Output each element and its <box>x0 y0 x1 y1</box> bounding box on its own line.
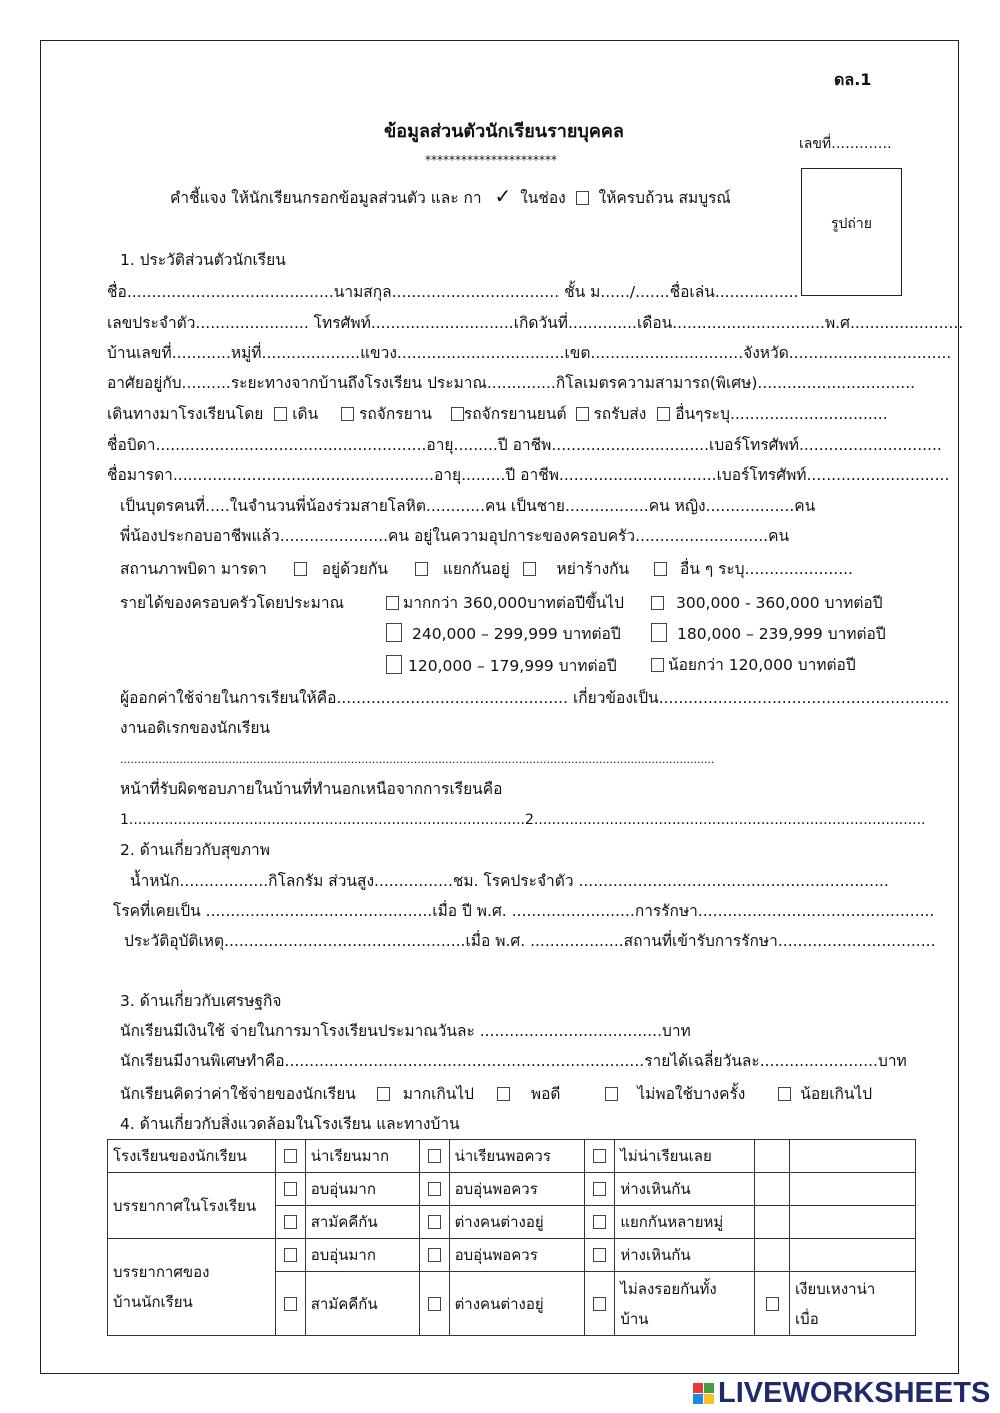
weight-height-line[interactable]: น้ำหนัก..................กิโลกรัม ส่วนสูง................ชม. โรคประจำตัว ............................................................... <box>130 872 889 890</box>
expense-checkbox[interactable] <box>605 1087 618 1101</box>
expense-line: นักเรียนคิดว่าค่าใช้จ่ายของนักเรียน มากเกินไป พอดี ไม่พอใช้บางครั้ง น้อยเกินไป <box>120 1085 873 1103</box>
student-number-field[interactable]: เลขที่…………. <box>799 136 892 152</box>
status-option: อยู่ด้วยกัน <box>321 560 388 578</box>
income-option-checkbox[interactable] <box>386 655 402 674</box>
sample-checkbox-icon <box>576 191 589 205</box>
section-3-heading: 3. ด้านเกี่ยวกับเศรษฐกิจ <box>120 992 282 1010</box>
form-code: ดล.1 <box>834 70 872 89</box>
payer-line[interactable]: ผู้ออกค่าใช้จ่ายในการเรียนให้คือ............................................... เกี่ยวข้องเป็น........................................................... <box>120 689 950 707</box>
income-option-1: มากกว่า 360,000บาทต่อปีขึ้นไป <box>386 593 624 613</box>
travel-option: รถจักรยาน <box>359 405 432 423</box>
income-option-checkbox[interactable] <box>651 658 664 672</box>
child-order-line[interactable]: เป็นบุตรคนที่.....ในจำนวนพี่น้องร่วมสายโลหิต............คน เป็นชาย.................คน หญิง..................คน <box>120 497 816 515</box>
status-option: อื่น ๆ ระบุ...................... <box>680 560 853 578</box>
name-line[interactable]: ชื่อ..........................................นามสกุล.................................. ชั้น ม....../.......ชื่อเล่น................. <box>107 283 799 301</box>
table-checkbox[interactable] <box>593 1149 606 1163</box>
travel-bicycle-checkbox[interactable] <box>341 407 354 421</box>
job-line[interactable]: นักเรียนมีงานพิเศษทำคือ.........................................................................รายได้เฉลี่ยวันละ........................บาท <box>120 1052 907 1070</box>
accident-line[interactable]: ประวัติอุบัติเหตุ.................................................เมื่อ พ.ศ. ...................สถานที่เข้ารับการรักษา................................ <box>124 932 936 950</box>
instruction-prefix: คำชี้แจง ให้นักเรียนกรอกข้อมูลส่วนตัว และ กา <box>170 189 482 207</box>
photo-label: รูปถ่าย <box>831 216 872 232</box>
chores-line[interactable]: 1.........................................................................................2........................................................................................ <box>120 812 926 828</box>
address-line[interactable]: บ้านเลขที่............หมู่ที่....................แขวง..................................เขต...............................จังหวัด................................. <box>107 344 952 362</box>
row-label: บรรยากาศในโรงเรียน <box>108 1173 276 1239</box>
living-distance-line[interactable]: อาศัยอยู่กับ..........ระยะทางจากบ้านถึงโรงเรียน ประมาณ..............กิโลเมตรความสามารถ(พิเศษ)................................ <box>107 374 916 392</box>
id-phone-birth-line[interactable]: เลขประจำตัว....................... โทรศัพท์.............................เกิดวันที่..............เดือน...............................พ.ศ....................... <box>107 314 964 332</box>
income-option-6: น้อยกว่า 120,000 บาทต่อปี <box>651 655 856 675</box>
travel-option: รถรับส่ง <box>593 405 647 423</box>
income-option-checkbox[interactable] <box>386 596 399 610</box>
table-checkbox[interactable] <box>284 1182 297 1196</box>
income-option-4: 180,000 – 239,999 บาทต่อปี <box>651 623 886 644</box>
table-row: บรรยากาศในโรงเรียน อบอุ่นมาก อบอุ่นพอควร ห่างเหินกัน <box>108 1173 916 1206</box>
status-divorced-checkbox[interactable] <box>523 562 536 576</box>
table-checkbox[interactable] <box>428 1248 441 1262</box>
income-option-5: 120,000 – 179,999 บาทต่อปี <box>386 655 617 676</box>
row-label: โรงเรียนของนักเรียน <box>108 1140 276 1173</box>
income-option-2: 300,000 - 360,000 บาทต่อปี <box>651 593 883 613</box>
travel-option: อื่นๆระบุ................................ <box>675 405 888 423</box>
row-label: บรรยากาศของ บ้านนักเรียน <box>108 1239 276 1336</box>
instruction-mid: ในช่อง <box>520 189 566 207</box>
instruction-line <box>170 186 731 208</box>
table-checkbox[interactable] <box>593 1182 606 1196</box>
title-stars: ********************** <box>425 153 557 167</box>
table-checkbox[interactable] <box>284 1248 297 1262</box>
environment-table <box>107 1139 916 1336</box>
status-option: แยกกันอยู่ <box>442 560 510 578</box>
table-checkbox[interactable] <box>428 1149 441 1163</box>
photo-box[interactable] <box>801 168 902 296</box>
page-title: ข้อมูลส่วนตัวนักเรียนรายบุคคล <box>384 121 624 142</box>
income-option-3: 240,000 – 299,999 บาทต่อปี <box>386 623 621 644</box>
father-line[interactable]: ชื่อบิดา.......................................................อายุ.........ปี อาชีพ................................เบอร์โทรศัพท์............................. <box>107 436 942 454</box>
instruction-suffix: ให้ครบถ้วน สมบูรณ์ <box>598 189 731 207</box>
mother-line[interactable]: ชื่อมารดา.....................................................อายุ.........ปี อาชีพ................................เบอร์โทรศัพท์............................. <box>107 466 950 484</box>
hobby-line[interactable]: .......................................................................................................................................................................... <box>120 753 715 766</box>
table-checkbox[interactable] <box>284 1149 297 1163</box>
chores-label: หน้าที่รับผิดชอบภายในบ้านที่ทำนอกเหนือจากการเรียนคือ <box>120 780 503 798</box>
liveworksheets-brand: LIVEWORKSHEETS <box>718 1376 991 1409</box>
disease-line[interactable]: โรคที่เคยเป็น ..............................................เมื่อ ปี พ.ศ. .........................การรักษา................................................ <box>113 902 935 920</box>
section-4-heading: 4. ด้านเกี่ยวกับสิ่งแวดล้อมในโรงเรียน และทางบ้าน <box>120 1115 460 1133</box>
hobby-label: งานอดิเรกของนักเรียน <box>120 719 271 737</box>
table-row: สามัคคีกัน ต่างคนต่างอยู่ ไม่ลงรอยกันทั้ง บ้าน เงียบเหงาน่า เบื่อ <box>108 1272 916 1336</box>
table-row: บรรยากาศของ บ้านนักเรียน อบอุ่นมาก อบอุ่นพอควร ห่างเหินกัน <box>108 1239 916 1272</box>
travel-label: เดินทางมาโรงเรียนโดย <box>107 405 264 423</box>
table-checkbox[interactable] <box>428 1182 441 1196</box>
parent-status-line <box>120 559 853 579</box>
income-option-checkbox[interactable] <box>651 623 667 642</box>
status-other-checkbox[interactable] <box>654 562 667 576</box>
income-label: รายได้ของครอบครัวโดยประมาณ <box>120 594 344 612</box>
travel-option: รถจักรยานยนต์ <box>463 405 567 423</box>
table-checkbox[interactable] <box>766 1297 779 1311</box>
table-checkbox[interactable] <box>428 1215 441 1229</box>
table-checkbox[interactable] <box>284 1215 297 1229</box>
table-checkbox[interactable] <box>428 1297 441 1311</box>
expense-checkbox[interactable] <box>377 1087 390 1101</box>
table-row: โรงเรียนของนักเรียน น่าเรียนมาก น่าเรียนพอควร ไม่น่าเรียนเลย <box>108 1140 916 1173</box>
travel-line <box>107 404 888 424</box>
status-together-checkbox[interactable] <box>294 562 307 576</box>
expense-checkbox[interactable] <box>497 1087 510 1101</box>
status-option: หย่าร้างกัน <box>556 560 630 578</box>
travel-shuttle-checkbox[interactable] <box>576 407 589 421</box>
table-checkbox[interactable] <box>593 1215 606 1229</box>
section-2-heading: 2. ด้านเกี่ยวกับสุขภาพ <box>120 841 270 859</box>
table-checkbox[interactable] <box>593 1297 606 1311</box>
money-line[interactable]: นักเรียนมีเงินใช้ จ่ายในการมาโรงเรียนประมาณวันละ .....................................บาท <box>120 1022 691 1040</box>
table-checkbox[interactable] <box>593 1248 606 1262</box>
income-option-checkbox[interactable] <box>651 596 664 610</box>
status-separated-checkbox[interactable] <box>415 562 428 576</box>
travel-option: เดิน <box>292 405 319 423</box>
travel-walk-checkbox[interactable] <box>274 407 287 421</box>
income-option-checkbox[interactable] <box>386 623 402 642</box>
liveworksheets-logo <box>693 1378 990 1408</box>
check-mark-icon: ✓ <box>494 184 512 208</box>
table-row: สามัคคีกัน ต่างคนต่างอยู่ แยกกันหลายหมู่ <box>108 1206 916 1239</box>
section-1-heading: 1. ประวัติส่วนตัวนักเรียน <box>120 251 286 269</box>
travel-other-checkbox[interactable] <box>657 407 670 421</box>
travel-motorcycle-checkbox[interactable] <box>451 407 464 421</box>
siblings-line[interactable]: พี่น้องประกอบอาชีพแล้ว......................คน อยู่ในความอุปการะของครอบครัว...........................คน <box>120 527 790 545</box>
expense-checkbox[interactable] <box>778 1087 791 1101</box>
liveworksheets-logo-icon <box>693 1383 714 1404</box>
parent-status-label: สถานภาพบิดา มารดา <box>120 560 267 578</box>
expense-label: นักเรียนคิดว่าค่าใช้จ่ายของนักเรียน <box>120 1085 356 1103</box>
table-checkbox[interactable] <box>284 1297 297 1311</box>
